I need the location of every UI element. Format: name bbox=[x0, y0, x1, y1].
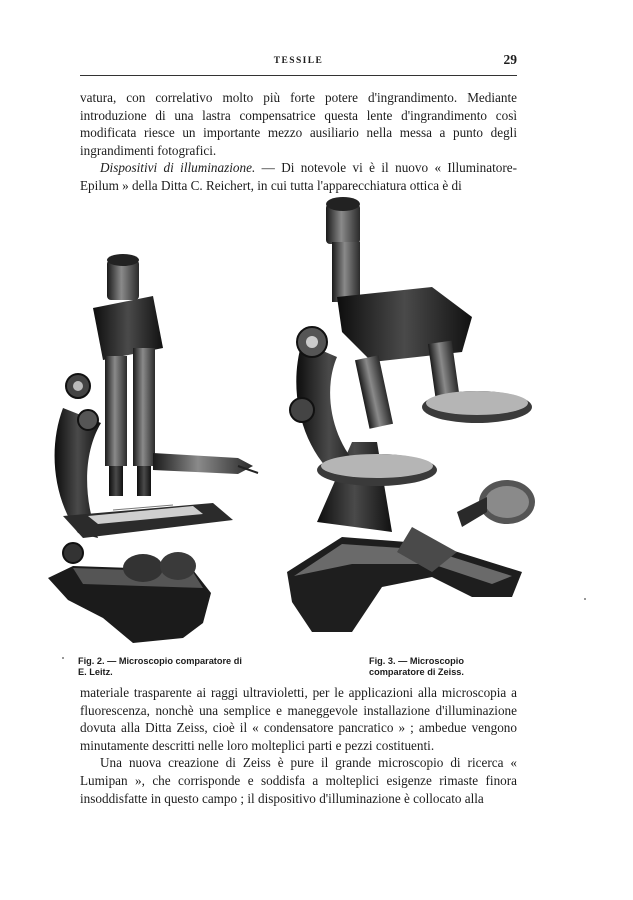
paragraph: Una nuova creazione di Zeiss è pure il grande microscopio di ricerca « Lumipan », che corrisponde e soddisfa a molteplici esigenze rimaste finora insoddisfatte in questo campo ; il dispositivo d'illuminazione è collocato alla bbox=[80, 755, 517, 806]
paragraph: materiale trasparente ai raggi ultravioletti, per le applicazioni alla microscopia a fluorescenza, nonchè una semplice e maneggevole installazione d'illuminazione dovuta alla Ditta Zeiss, cioè il « condensatore pancratico » ; ambedue vengono minutamente descritti nelle loro molteplici parti e pezzi costituenti. bbox=[80, 685, 517, 753]
page-number: 29 bbox=[503, 52, 517, 67]
body-text-top bbox=[80, 89, 517, 195]
paragraph bbox=[80, 159, 517, 194]
paper-speck bbox=[62, 657, 64, 659]
figure-2-leitz-microscope bbox=[43, 248, 268, 648]
microscope-illustration bbox=[282, 192, 544, 644]
microscope-illustration bbox=[43, 248, 268, 648]
paragraph: vatura, con correlativo molto più forte potere d'ingrandimento. Mediante introduzione di una lastra compensatrice questa lente d'ingrandimento così modificata riesce un importante mezzo ausiliario nella messa a punto degli ingrandimenti fotografici. bbox=[80, 90, 517, 158]
figure-3-caption: Fig. 3. — Microscopio comparatore di Zeiss. bbox=[369, 656, 464, 677]
body-text-bottom bbox=[80, 684, 517, 807]
figure-2-caption: Fig. 2. — Microscopio comparatore di E. Leitz. bbox=[78, 656, 242, 677]
section-lead: Dispositivi di illuminazione. bbox=[100, 160, 256, 176]
running-head-title: TESSILE bbox=[273, 56, 324, 66]
running-head bbox=[80, 52, 517, 72]
header-rule bbox=[80, 75, 517, 76]
paper-speck bbox=[584, 598, 586, 600]
figure-3-zeiss-microscope bbox=[282, 192, 544, 644]
paragraph-text: — Di notevole vi è il nuovo « Illuminatore-Epilum » della Ditta C. Reichert, in cui tutta l'apparecchiatura ottica è di bbox=[80, 160, 517, 193]
